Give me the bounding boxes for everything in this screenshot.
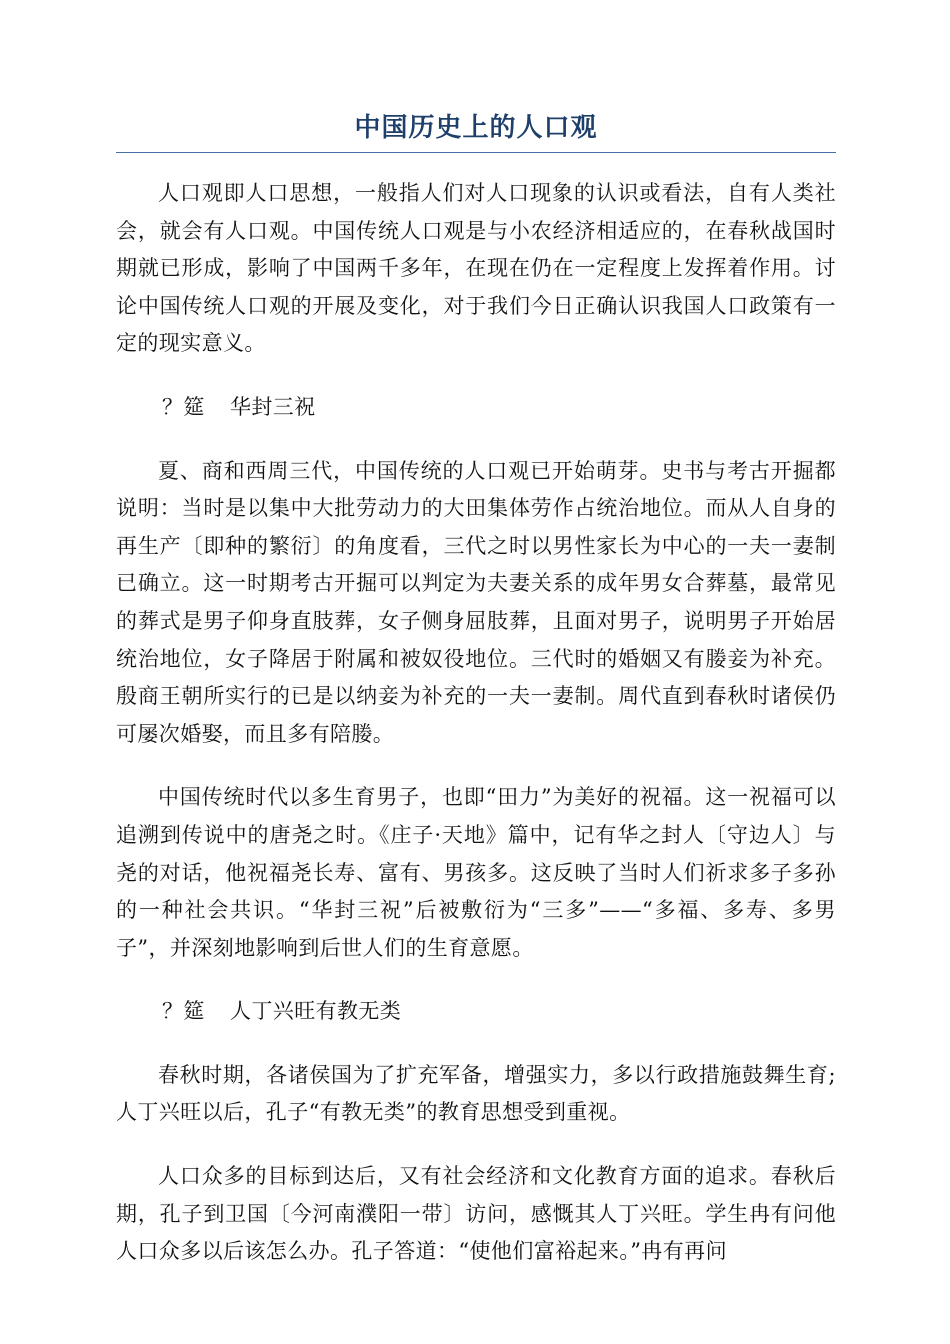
paragraph-blessing: 中国传统时代以多生育男子，也即“田力”为美好的祝福。这一祝福可以追溯到传说中的唐尧之时。《庄子·天地》篇中，记有华之封人〔守边人〕与尧的对话，他祝福尧长寿、富有、男孩多。这反映了当时人们祈求多子多孙的一种社会共识。“华封三祝”后被敷衍为“三多”——“多福、多寿、多男子”，并深刻地影响到后世人们的生育意愿。 (116, 785, 836, 960)
paragraph-spring-autumn: 春秋时期，各诸侯国为了扩充军备，增强实力，多以行政措施鼓舞生育;人丁兴旺以后，孔子“有教无类”的教育思想受到重视。 (116, 1062, 836, 1125)
heading-text: 人丁兴旺有教无类 (230, 999, 402, 1024)
document-page (116, 110, 836, 1297)
paragraph-three-dynasties: 夏、商和西周三代，中国传统的人口观已开始萌芽。史书与考古开掘都说明：当时是以集中大批劳动力的大田集体劳作占统治地位。而从人自身的再生产〔即种的繁衍〕的角度看，三代之时以男性家长为中心的一夫一妻制已确立。这一时期考古开掘可以判定为夫妻关系的成年男女合葬墓，最常见的葬式是男子仰身直肢葬，女子侧身屈肢葬，且面对男子，说明男子开始居统治地位，女子降居于附属和被奴役地位。三代时的婚姻又有媵妾为补充。殷商王朝所实行的已是以纳妾为补充的一夫一妻制。周代直到春秋时诸侯仍可屡次婚娶，而且多有陪媵。 (116, 458, 836, 746)
paragraph-intro: 人口观即人口思想，一般指人们对人口现象的认识或看法，自有人类社会，就会有人口观。中国传统人口观是与小农经济相适应的，在春秋战国时期就已形成，影响了中国两千多年，在现在仍在一定程度上发挥着作用。讨论中国传统人口观的开展及变化，对于我们今日正确认识我国人口政策有一定的现实意义。 (116, 181, 836, 356)
section-heading-huafeng (116, 389, 836, 427)
title-underline (116, 152, 836, 153)
section-heading-rending (116, 993, 836, 1031)
heading-text: 华封三祝 (230, 394, 316, 419)
heading-bullet: ？筵 (162, 999, 205, 1024)
paragraph-confucius: 人口众多的目标到达后，又有社会经济和文化教育方面的追求。春秋后期，孔子到卫国〔今河南濮阳一带〕访问，感慨其人丁兴旺。学生冉有问他人口众多以后该怎么办。孔子答道：“使他们富裕起来。”冉有再问 (116, 1164, 836, 1264)
heading-bullet: ？筵 (162, 394, 205, 419)
document-title: 中国历史上的人口观 (354, 113, 598, 143)
